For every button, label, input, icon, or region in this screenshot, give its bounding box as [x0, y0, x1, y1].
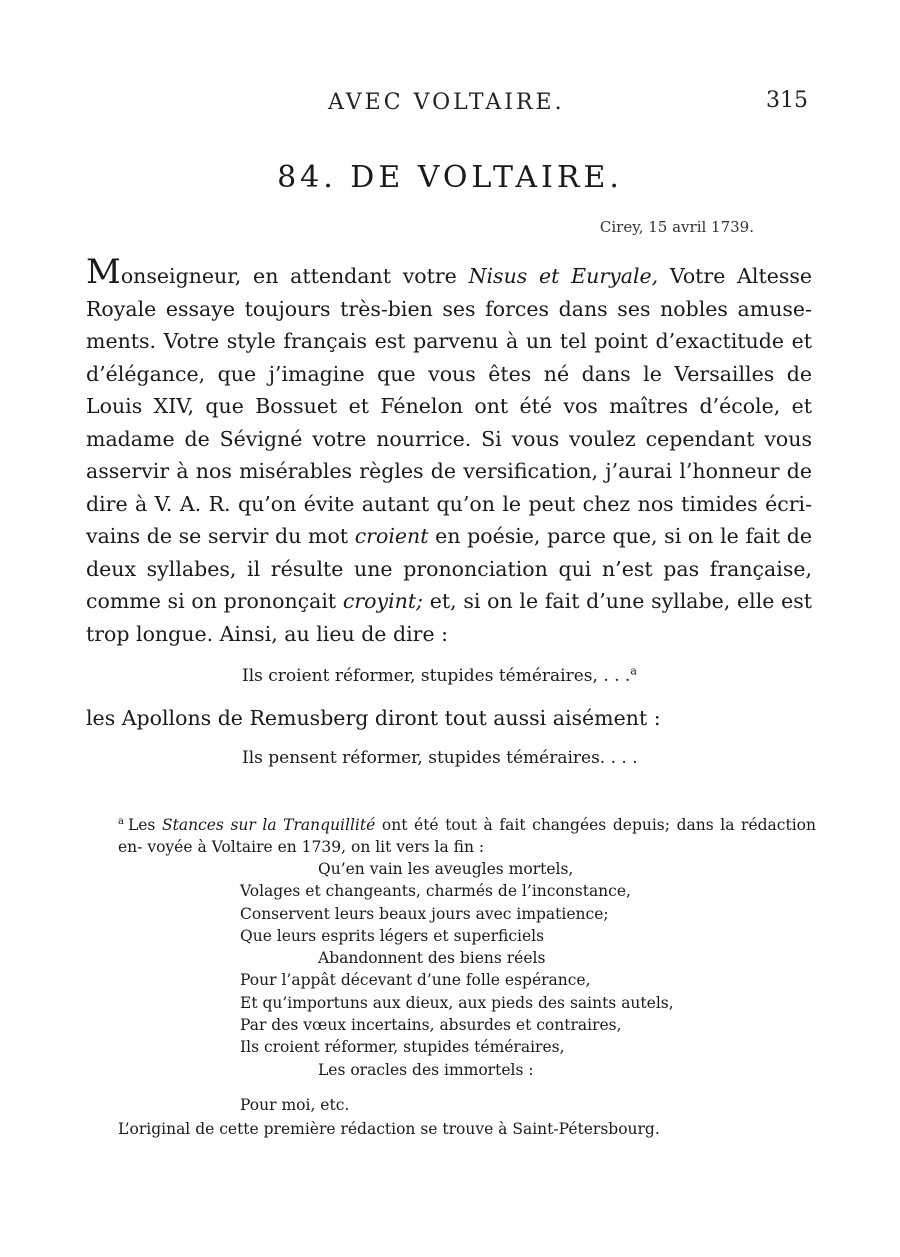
footnote-intro-1: Les: [127, 816, 162, 834]
page-number: 315: [766, 88, 808, 113]
body-segment-1: onseigneur, en attendant votre: [120, 264, 469, 288]
body-continuation: les Apollons de Remusberg diront tout aussi aisément :: [86, 706, 661, 730]
footnote-intro: [118, 814, 816, 858]
letter-title: 84. DE VOLTAIRE.: [277, 160, 623, 195]
body-segment-2: Votre Altesse Royale essaye toujours très-bien ses forces dans ses nobles amuse- ments. Votre style français est parvenu à un tel point d’exactitude et d’élégance, que j’imagine que vous êtes né dans le Versailles de Louis XIV, que Bossuet et Fénelon ont été vos maîtres d’école, et madame de Sévigné votre nourrice. Si vous voulez cependant vous asservir à nos misérables règles de versification, j’aurai l’honneur de dire à V. A. R. qu’on évite autant qu’on le peut chez nos timides écri- vains de se servir du mot: [86, 264, 812, 548]
footnote-mark: a: [118, 815, 124, 827]
italic-word-croyint: croyint;: [342, 589, 423, 613]
dateline: Cirey, 15 avril 1739.: [599, 218, 754, 236]
footnote-verse-line: Qu’en vain les aveugles mortels,: [318, 860, 574, 878]
footnote-source: L’original de cette première rédaction se trouve à Saint-Pétersbourg.: [118, 1120, 660, 1138]
italic-word-croient: croient: [354, 524, 429, 548]
drop-cap: M: [86, 252, 121, 292]
running-head: AVEC VOLTAIRE.: [328, 90, 565, 115]
body-segment-4: et, si on le fait d’une syllabe, elle est trop longue. Ainsi, au lieu de dire :: [86, 589, 813, 646]
letter-body: [86, 252, 813, 650]
footnote-verse-line: Abandonnent des biens réels: [318, 949, 546, 968]
italic-work-title: Nisus et Euryale,: [468, 264, 659, 288]
body-segment-3: en poésie, parce que, si on le fait de deux syllabes, il résulte une prononciation qui n’est pas française, comme si on prononçait: [86, 524, 812, 613]
footnote-verse-line: Volages et changeants, charmés de l’inconstance,: [240, 882, 631, 901]
footnote-verse-line: Et qu’importuns aux dieux, aux pieds des saints autels,: [240, 993, 674, 1012]
footnote-verse-line: Pour l’appât décevant d’une folle espérance,: [240, 971, 591, 990]
footnote-verse-line: Que leurs esprits légers et superficiels: [240, 926, 545, 945]
quoted-verse-2: Ils pensent réformer, stupides téméraires. . . .: [242, 748, 638, 768]
footnote-italic-title: Stances sur la Tranquillité: [161, 816, 376, 834]
footnote-verse-line: Par des vœux incertains, absurdes et contraires,: [240, 1016, 622, 1035]
footnote-verse: [0, 858, 900, 1081]
footnote-intro-2: ont été tout à fait changées depuis; dans la rédaction en- voyée à Voltaire en 1739, on lit vers la fin :: [118, 816, 816, 856]
footnote-verse-line: Conservent leurs beaux jours avec impatience;: [240, 904, 609, 923]
footnote-verse-line: Les oracles des immortels :: [318, 1060, 534, 1079]
footnote-verse-line: Ils croient réformer, stupides téméraires,: [240, 1038, 565, 1057]
footnote-reference: a: [630, 664, 637, 678]
quoted-verse-1: [242, 666, 637, 686]
footnote-closing: Pour moi, etc.: [240, 1096, 350, 1114]
quoted-verse-1-text: Ils croient réformer, stupides téméraires, . . .: [242, 666, 631, 686]
